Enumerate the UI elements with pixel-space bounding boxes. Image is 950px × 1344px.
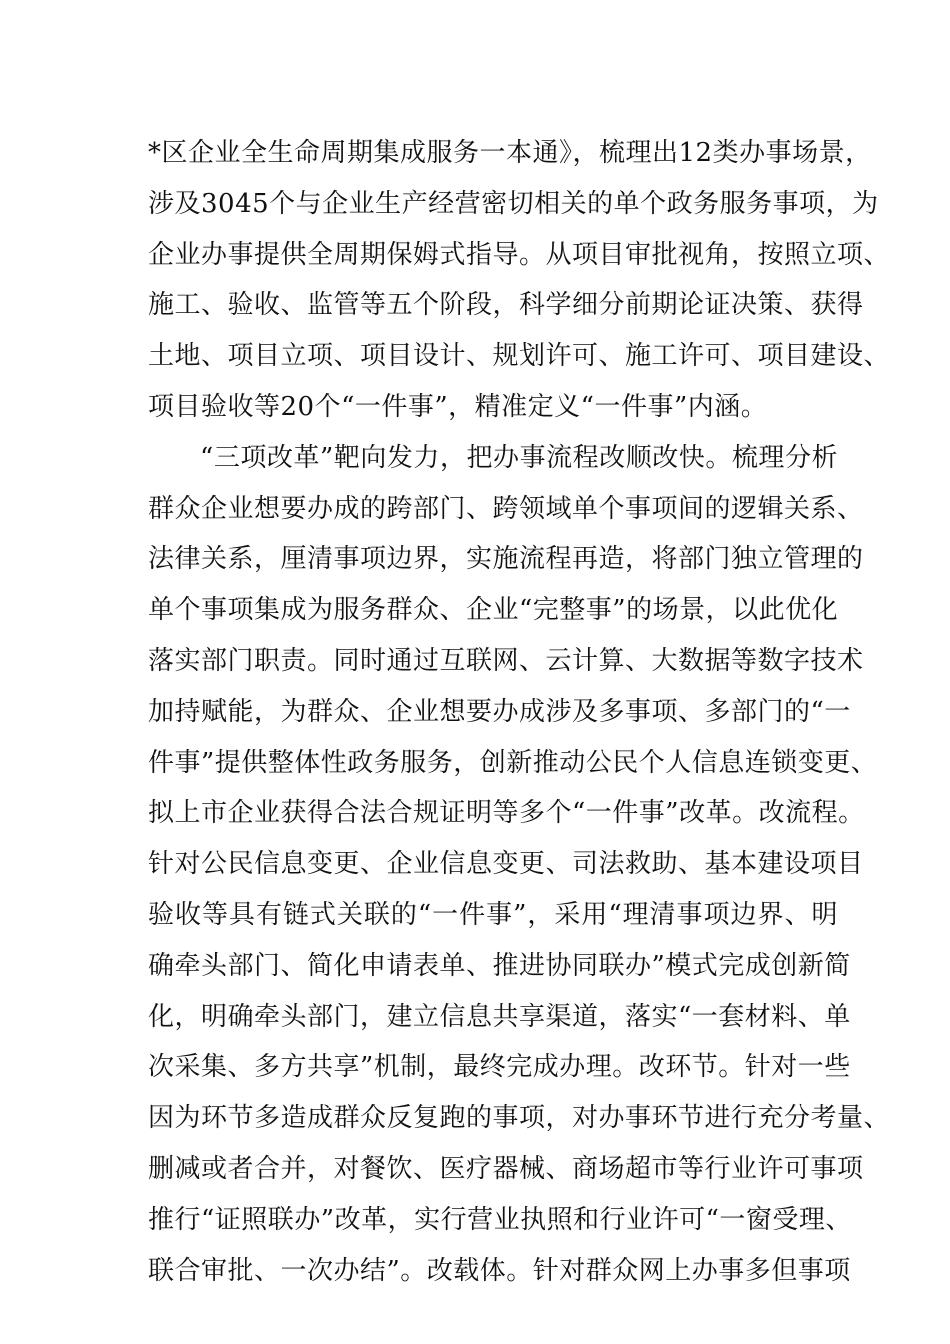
text-line: 施工、验收、监管等五个阶段，科学细分前期论证决策、获得 <box>148 290 864 321</box>
text-line: 涉及3045个与企业生产经营密切相关的单个政务服务事项，为 <box>148 188 879 219</box>
text-line: 推行“证照联办”改革，实行营业执照和行业许可“一窗受理、 <box>148 1204 852 1235</box>
text-line: 加持赋能，为群众、企业想要办成涉及多事项、多部门的“一 <box>148 696 851 727</box>
text-line: 件事”提供整体性政务服务，创新推动公民个人信息连锁变更、 <box>148 747 878 778</box>
text-line: 土地、项目立项、项目设计、规划许可、施工许可、项目建设、 <box>148 341 891 372</box>
text-line: 拟上市企业获得合法合规证明等多个“一件事”改革。改流程。 <box>148 798 865 829</box>
body-text <box>148 128 891 1296</box>
text-line: *区企业全生命周期集成服务一本通》，梳理出12类办事场景， <box>148 138 872 168</box>
paragraph-start-line: “三项改革”靶向发力，把办事流程改顺改快。梳理分析 <box>200 442 838 473</box>
text-line: 群众企业想要办成的跨部门、跨领域单个事项间的逻辑关系、 <box>148 493 864 524</box>
text-line: 针对公民信息变更、企业信息变更、司法救助、基本建设项目 <box>148 849 864 880</box>
text-line: 化，明确牵头部门，建立信息共享渠道，落实“一套材料、单 <box>148 1001 851 1032</box>
text-line: 落实部门职责。同时通过互联网、云计算、大数据等数字技术 <box>148 645 864 676</box>
text-line: 删减或者合并，对餐饮、医疗器械、商场超市等行业许可事项 <box>148 1153 864 1184</box>
text-line: 单个事项集成为服务群众、企业“完整事”的场景，以此优化 <box>148 595 839 626</box>
text-line: 因为环节多造成群众反复跑的事项，对办事环节进行充分考量、 <box>148 1103 891 1134</box>
text-line: 验收等具有链式关联的“一件事”，采用“理清事项边界、明 <box>148 899 838 930</box>
text-line: 确牵头部门、简化申请表单、推进协同联办”模式完成创新简 <box>148 950 851 981</box>
text-line: 企业办事提供全周期保姆式指导。从项目审批视角，按照立项、 <box>148 239 891 270</box>
text-line: 联合审批、一次办结”。改载体。针对群众网上办事多但事项 <box>148 1255 851 1286</box>
text-line: 项目验收等20个“一件事”，精准定义“一件事”内涵。 <box>148 391 768 422</box>
text-line: 次采集、多方共享”机制，最终完成办理。改环节。针对一些 <box>148 1052 851 1083</box>
text-line: 法律关系，厘清事项边界，实施流程再造，将部门独立管理的 <box>148 544 864 575</box>
